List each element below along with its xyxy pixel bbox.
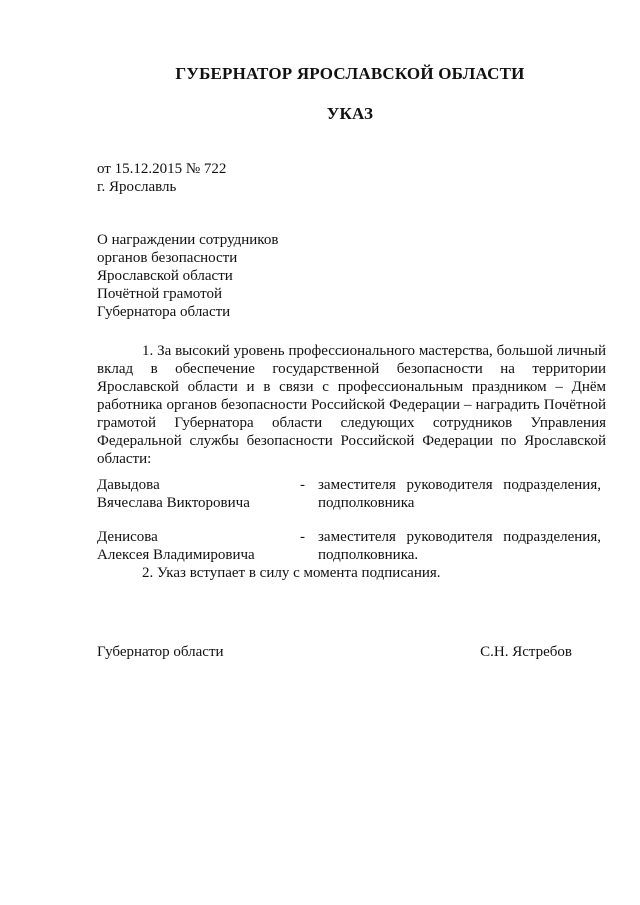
position-line: заместителя руководителя подразделения, xyxy=(318,529,601,545)
subject-line: Ярославской области xyxy=(97,268,233,284)
signature-name: С.Н. Ястребов xyxy=(480,644,572,660)
awardee-surname: Давыдова xyxy=(97,477,160,493)
subject-line: органов безопасности xyxy=(97,250,238,266)
document-city: г. Ярославль xyxy=(97,179,177,195)
awardee-dash: - xyxy=(300,529,305,545)
awardee-given-names: Алексея Владимировича xyxy=(97,547,255,563)
document-authority: ГУБЕРНАТОР ЯРОСЛАВСКОЙ ОБЛАСТИ xyxy=(175,64,525,83)
subject-line: Почётной грамотой xyxy=(97,286,222,302)
awardee-surname: Денисова xyxy=(97,529,158,545)
signature-role: Губернатор области xyxy=(97,644,224,660)
subject-line: О награждении сотрудников xyxy=(97,232,279,248)
position-line: заместителя руководителя подразделения, xyxy=(318,477,601,493)
awardee-given-names: Вячеслава Викторовича xyxy=(97,495,250,511)
document-type: УКАЗ xyxy=(326,104,374,123)
position-rank: подполковника. xyxy=(318,547,419,563)
paragraph-1: 1. За высокий уровень профессионального мастерства, большой личный вклад в обеспечение государственной безопасности на территории Ярославской области и в связи с профессиональным праздником – Днём работника органов безопасности Российской Федерации – наградить Почётной грамотой Губернатора области следующих сотрудников Управления Федеральной службы безопасности Российской Федерации по Ярославской области: xyxy=(97,343,606,467)
awardee-position xyxy=(318,528,601,564)
document-date-number: от 15.12.2015 № 722 xyxy=(97,161,227,177)
awardee-position xyxy=(318,476,601,512)
paragraph-2: 2. Указ вступает в силу с момента подписания. xyxy=(142,565,441,581)
subject-line: Губернатора области xyxy=(97,304,231,320)
position-rank: подполковника xyxy=(318,495,415,511)
awardee-dash: - xyxy=(300,477,305,493)
